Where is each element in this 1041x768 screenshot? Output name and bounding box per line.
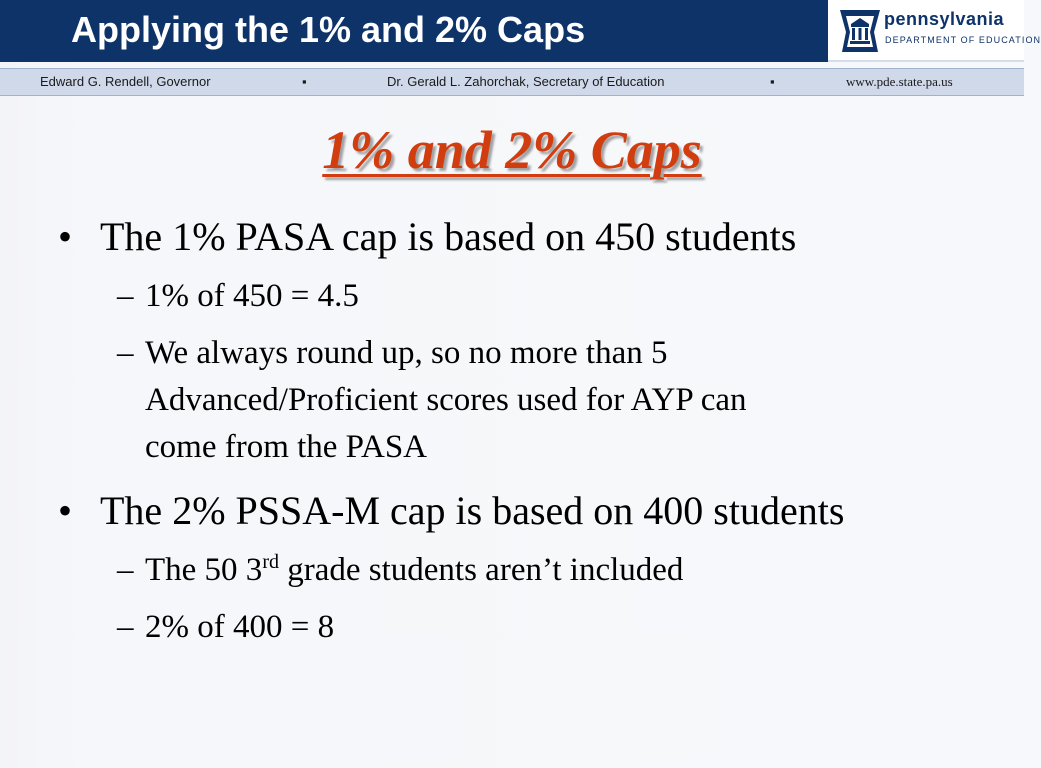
separator-dot: ▪ <box>302 74 307 89</box>
logo-department: DEPARTMENT OF EDUCATION <box>885 35 1041 45</box>
sub-bullet-1b-line2: Advanced/Proficient scores used for AYP can <box>145 382 747 418</box>
ordinal-suffix: rd <box>262 551 279 573</box>
bullet-1: The 1% PASA cap is based on 450 students <box>100 214 797 259</box>
bullet-marker: • <box>58 214 73 259</box>
sub-bullet-2a <box>145 552 683 589</box>
bullet-marker: • <box>58 488 73 533</box>
dash-marker: – <box>117 278 134 314</box>
sub-bullet-2a-post: grade students aren’t included <box>278 552 684 588</box>
sub-bullet-1b-line1: We always round up, so no more than 5 <box>145 335 668 371</box>
slide-title: 1% and 2% Caps <box>322 120 702 180</box>
website-link[interactable]: www.pde.state.pa.us <box>846 74 953 89</box>
governor-name: Edward G. Rendell, Governor <box>40 74 211 89</box>
sub-bullet-2b: 2% of 400 = 8 <box>145 609 335 645</box>
separator-dot: ▪ <box>770 74 775 89</box>
secretary-name: Dr. Gerald L. Zahorchak, Secretary of Education <box>387 74 665 89</box>
sub-bullet-1a: 1% of 450 = 4.5 <box>145 278 359 314</box>
sub-bullet-1b-line3: come from the PASA <box>145 429 428 465</box>
dash-marker: – <box>117 552 134 588</box>
logo-name: pennsylvania <box>884 9 1005 29</box>
dash-marker: – <box>117 335 134 371</box>
sub-bullet-2a-pre: The 50 3 <box>145 552 263 588</box>
header-title: Applying the 1% and 2% Caps <box>71 9 586 50</box>
bullet-2: The 2% PSSA-M cap is based on 400 students <box>100 488 845 533</box>
dash-marker: – <box>117 609 134 645</box>
